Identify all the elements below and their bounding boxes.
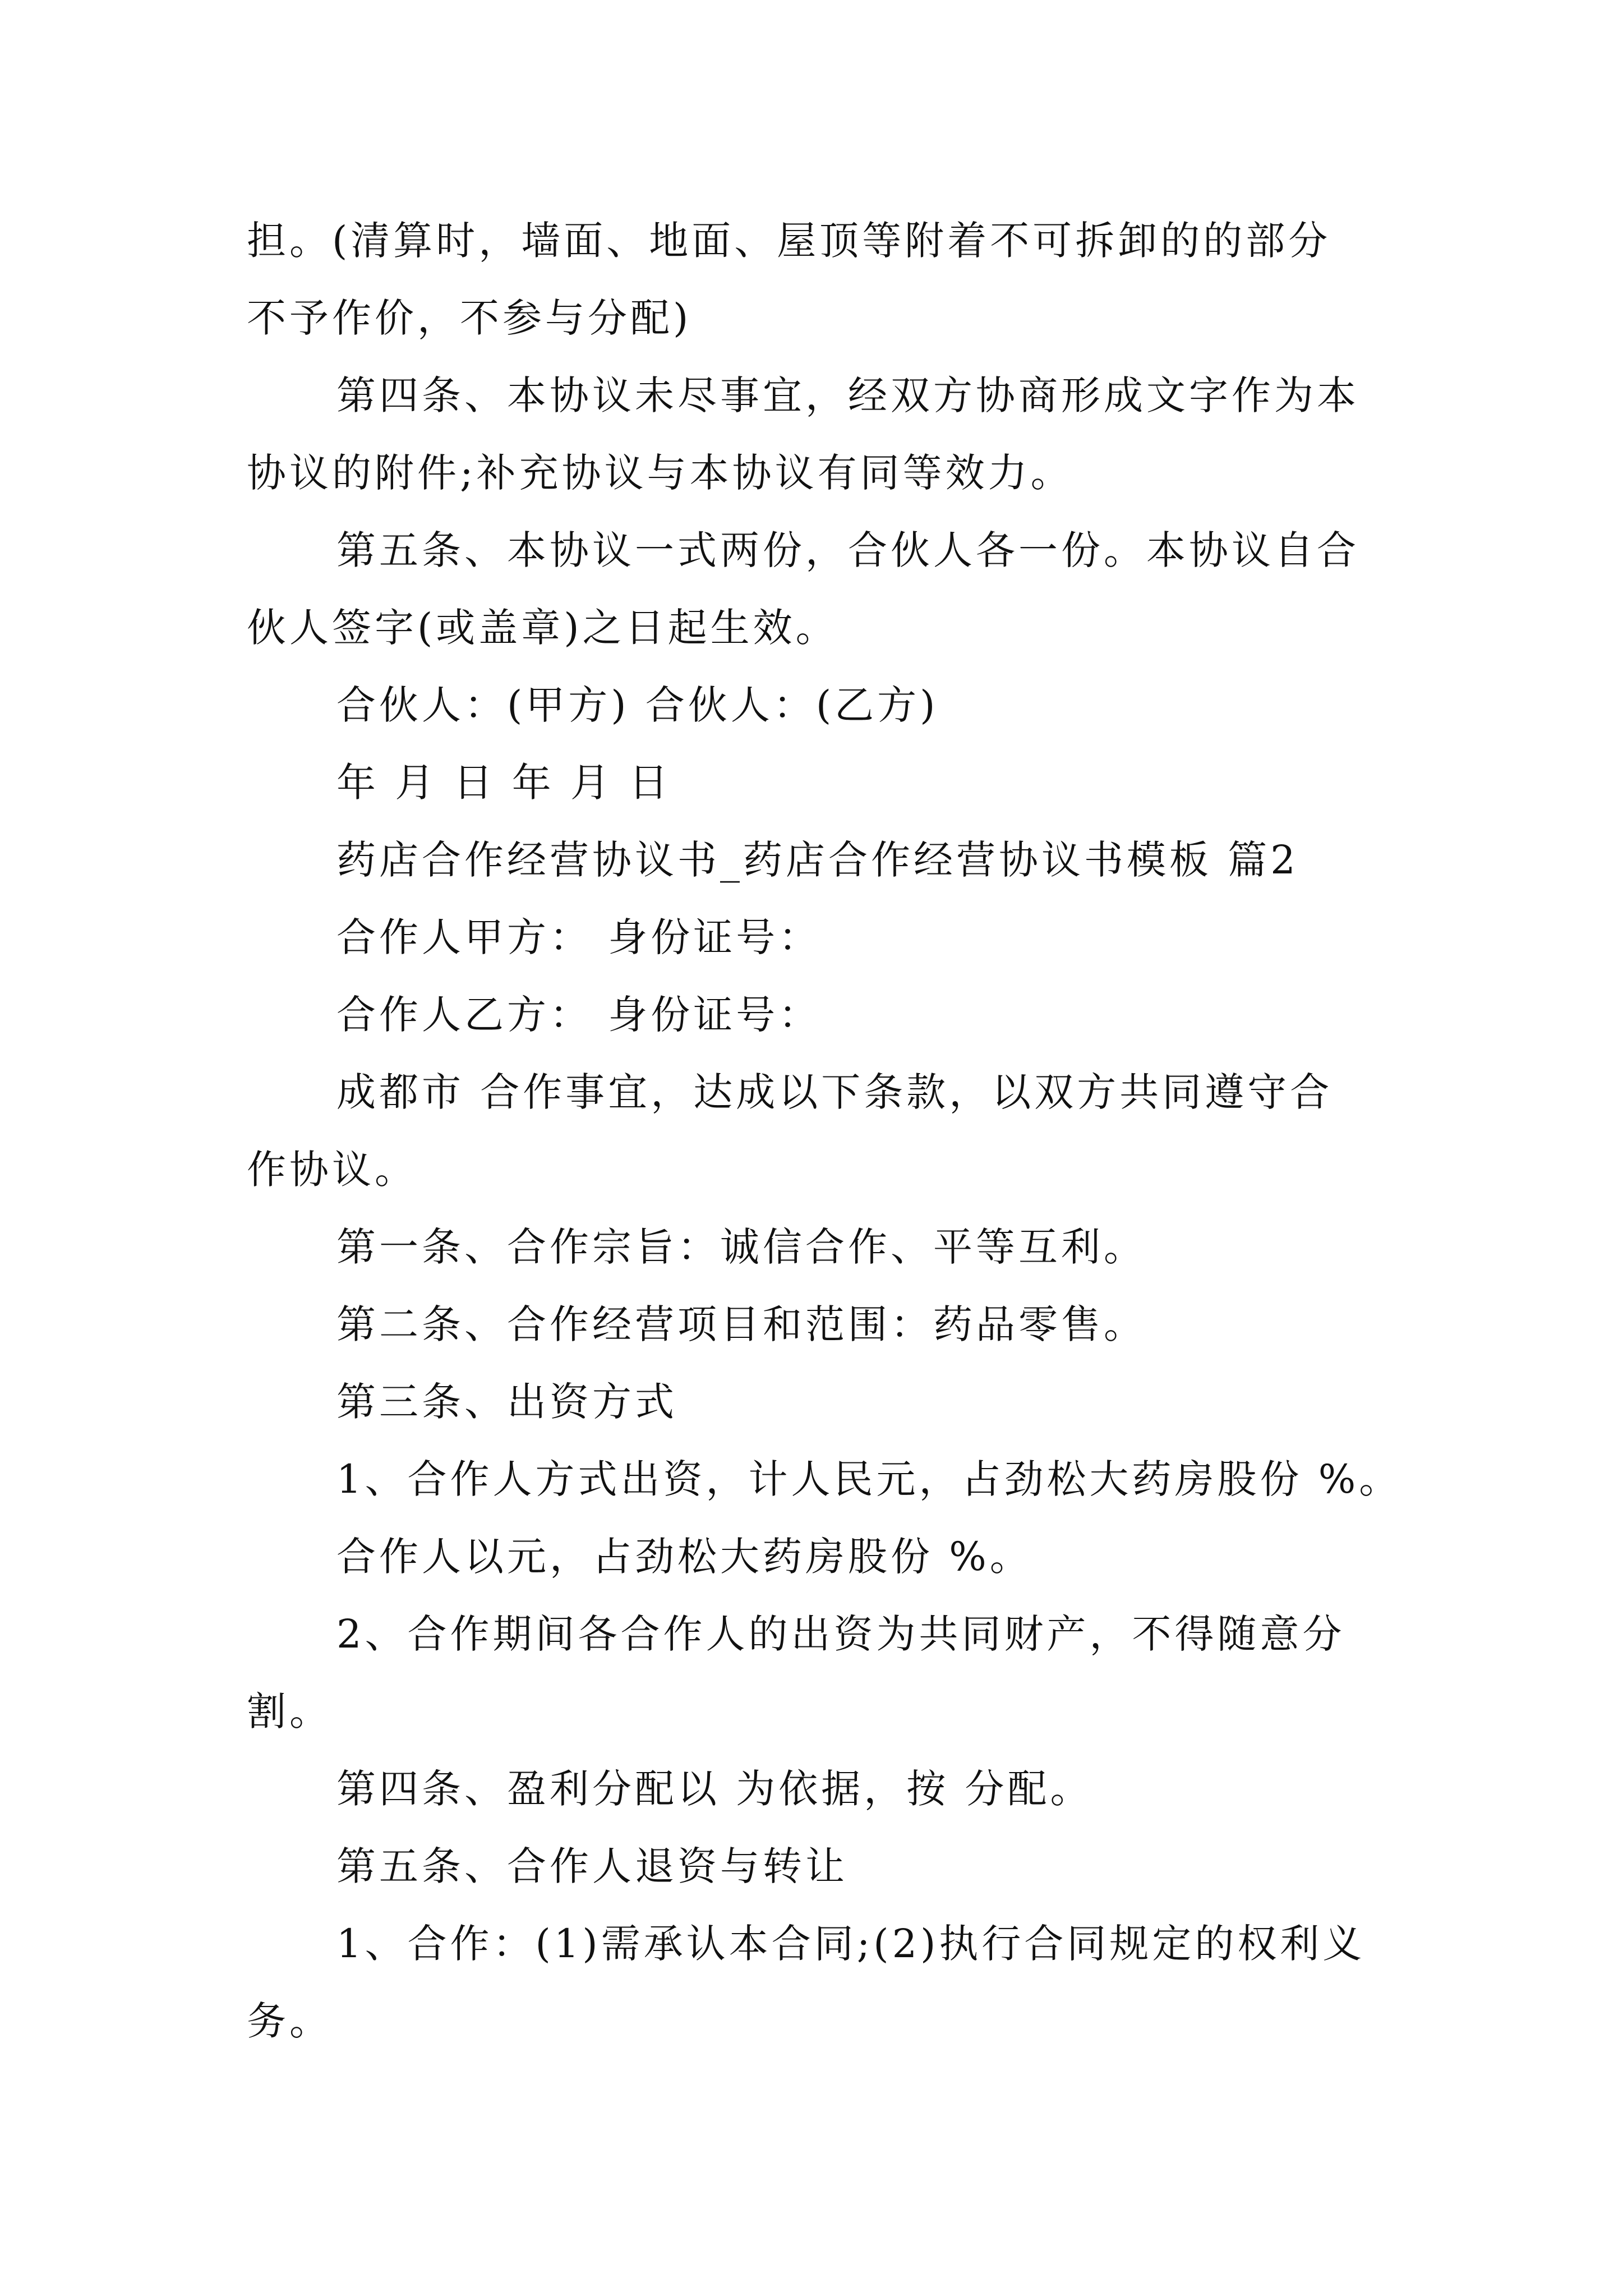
text-line: 作协议。 — [247, 1147, 417, 1193]
clause-line: 合作人以元，占劲松大药房股份 %。 — [336, 1534, 1032, 1580]
article-line: 第四条、盈利分配以 为依据，按 分配。 — [336, 1766, 1093, 1812]
text-line: 第五条、本协议一式两份，合伙人各一份。本协议自合 — [336, 527, 1359, 573]
clause-line: 1、合作：(1)需承认本合同;(2)执行合同规定的权利义 — [336, 1921, 1366, 1967]
text-line: 成都市 合作事宜，达成以下条款，以双方共同遵守合 — [336, 1069, 1333, 1115]
clause-line: 2、合作期间各合作人的出资为共同财产，不得随意分 — [336, 1611, 1345, 1657]
article-line: 第二条、合作经营项目和范围：药品零售。 — [336, 1301, 1146, 1347]
party-a-line: 合作人甲方： 身份证号： — [336, 914, 822, 960]
text-line: 担。(清算时，墙面、地面、屋顶等附着不可拆卸的的部分 — [247, 218, 1331, 264]
text-line: 割。 — [247, 1688, 332, 1734]
article-line: 第一条、合作宗旨：诚信合作、平等互利。 — [336, 1224, 1146, 1270]
article-line: 第五条、合作人退资与转让 — [336, 1843, 848, 1889]
document-body — [247, 202, 1402, 2060]
text-line: 伙人签字(或盖章)之日起生效。 — [247, 605, 838, 651]
text-line: 协议的附件;补充协议与本协议有同等效力。 — [247, 450, 1073, 496]
party-b-line: 合作人乙方： 身份证号： — [336, 992, 822, 1038]
signature-line: 合伙人：(甲方) 合伙人：(乙方) — [336, 682, 939, 728]
article-line: 第三条、出资方式 — [336, 1379, 677, 1425]
date-line: 年 月 日 年 月 日 — [336, 760, 672, 806]
section-title: 药店合作经营协议书_药店合作经营协议书模板 篇2 — [336, 837, 1299, 883]
text-line: 务。 — [247, 1998, 332, 2044]
text-line: 不予作价，不参与分配) — [247, 295, 692, 341]
text-line: 第四条、本协议未尽事宜，经双方协商形成文字作为本 — [336, 372, 1359, 418]
clause-line: 1、合作人方式出资，计人民元，占劲松大药房股份 %。 — [336, 1456, 1402, 1502]
